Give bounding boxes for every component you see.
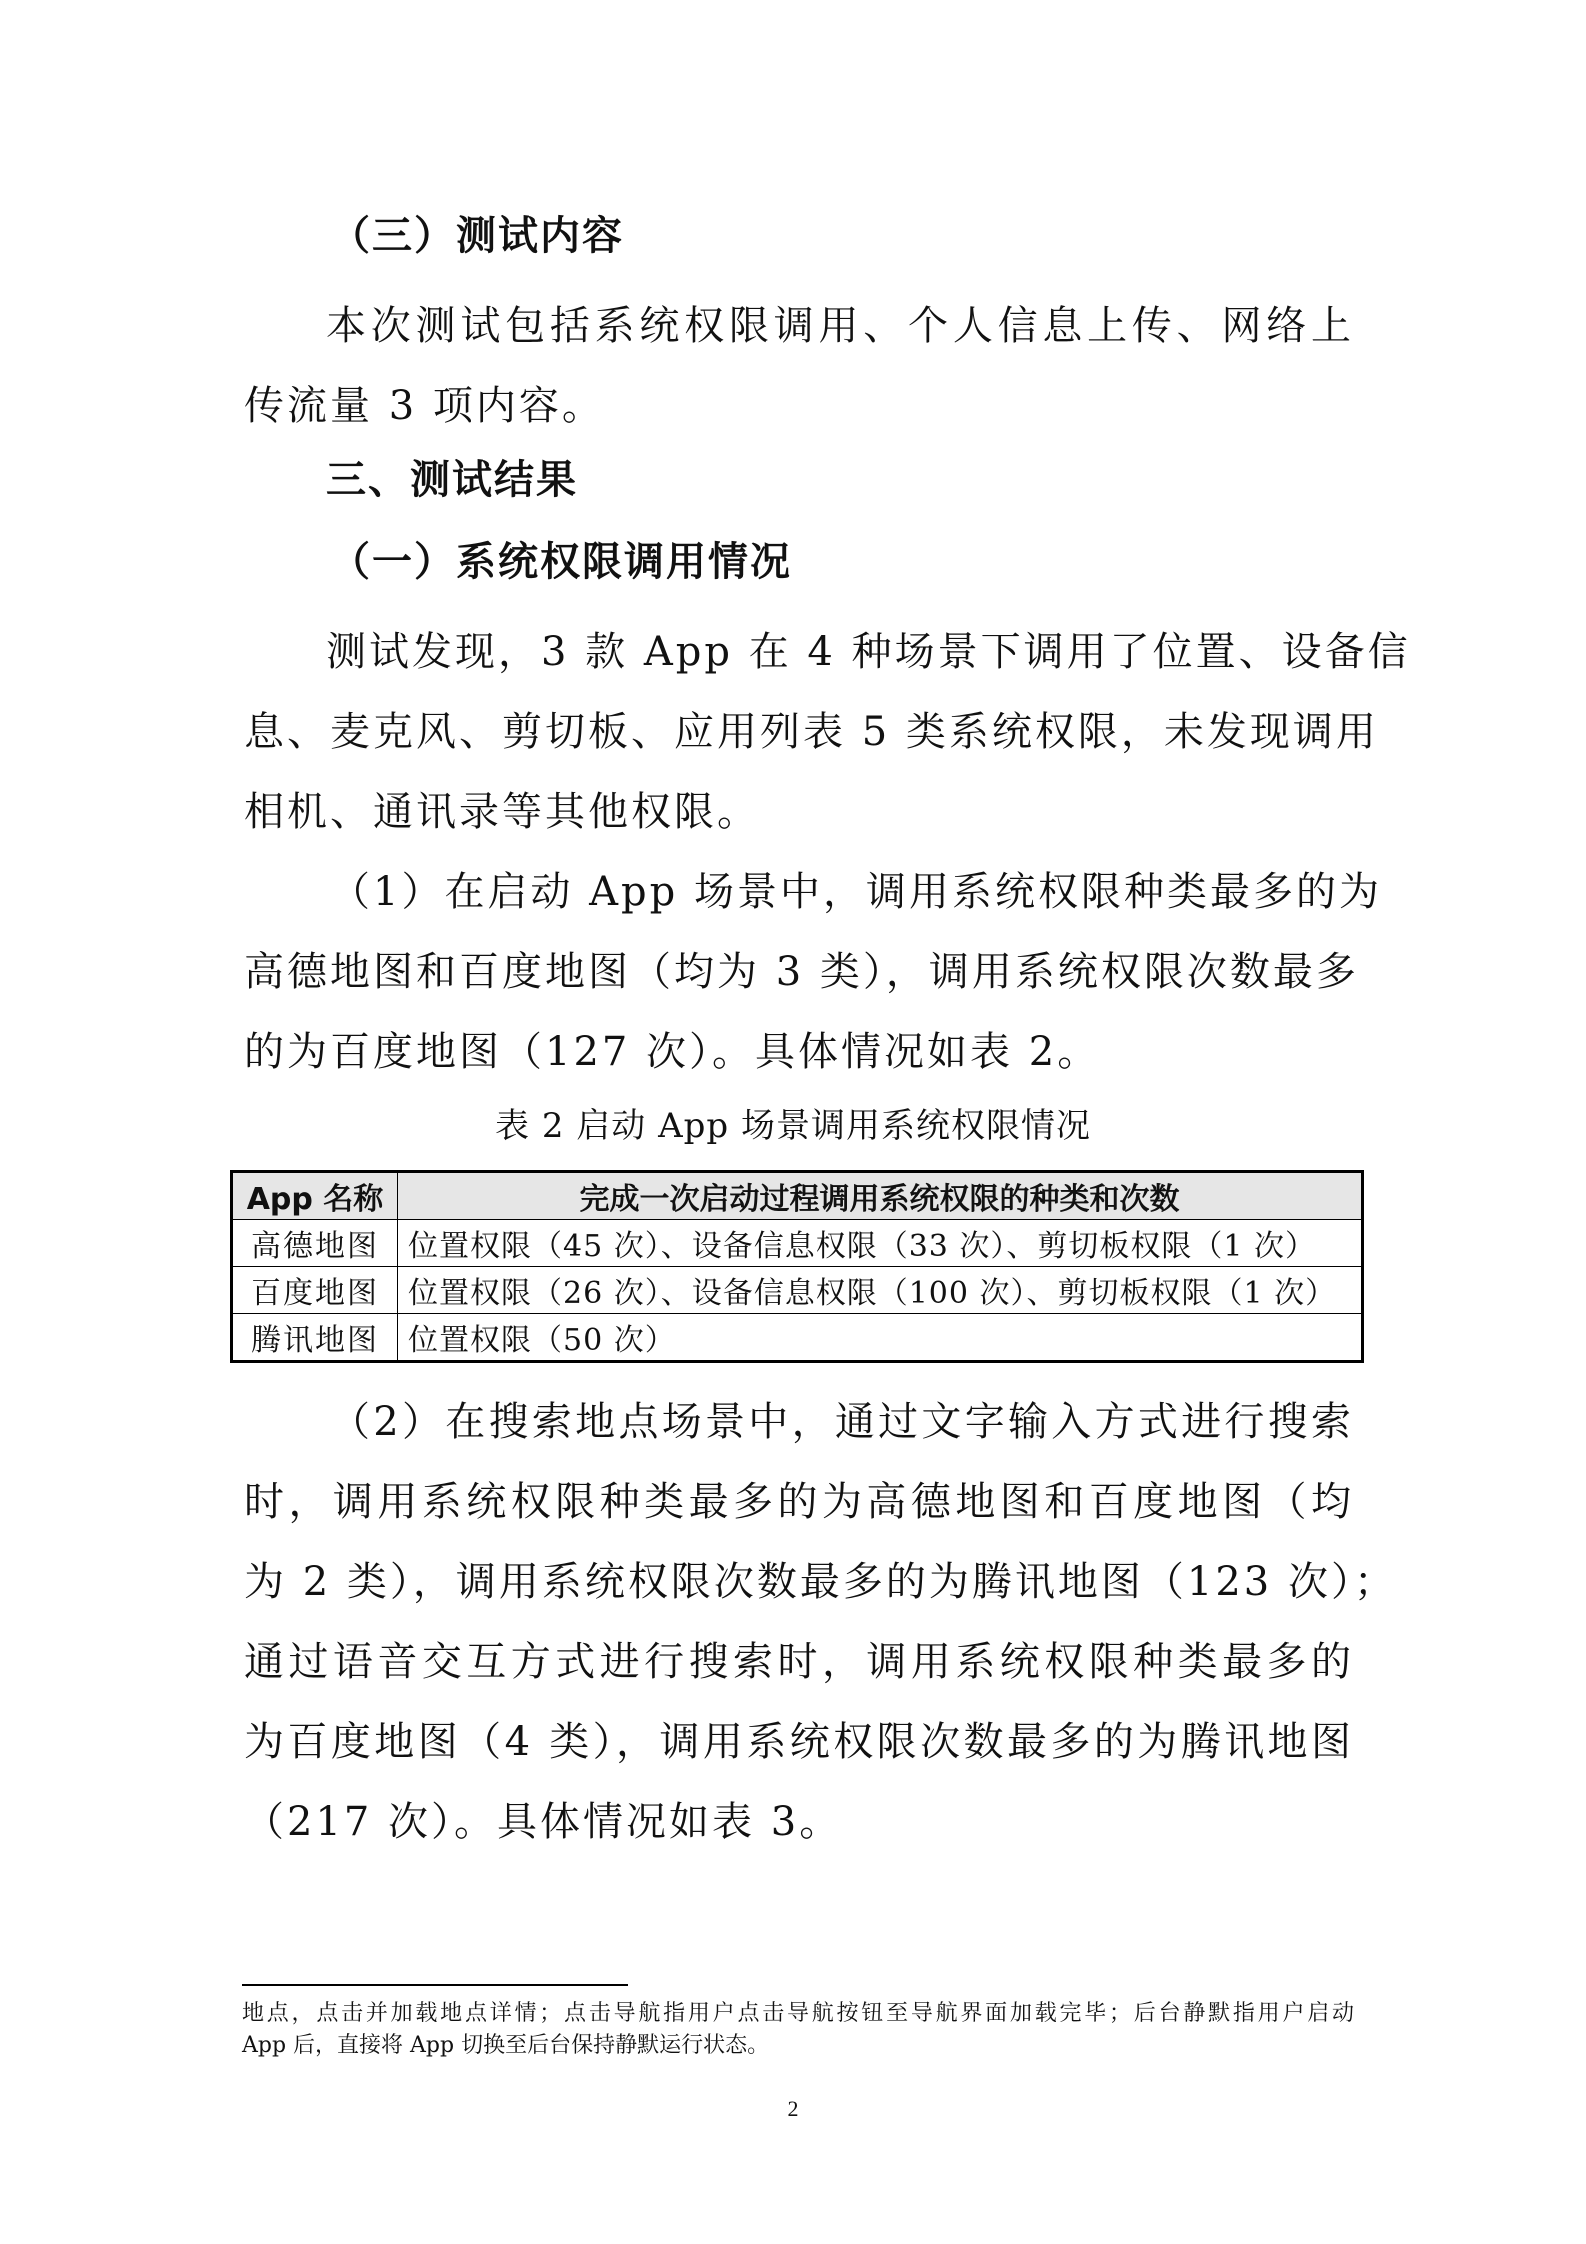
- paragraph-line: （217 次）。具体情况如表 3。: [244, 1799, 843, 1845]
- paragraph-line: 测试发现，3 款 App 在 4 种场景下调用了位置、设备信: [326, 629, 1411, 675]
- paragraph-line: （2）在搜索地点场景中，通过文字输入方式进行搜索: [330, 1399, 1354, 1445]
- paragraph-line: 高德地图和百度地图（均为 3 类），调用系统权限次数最多: [244, 949, 1359, 995]
- paragraph-line: 相机、通讯录等其他权限。: [244, 789, 760, 835]
- cell-app-name: 百度地图: [232, 1267, 398, 1314]
- header-permission-desc: 完成一次启动过程调用系统权限的种类和次数: [398, 1172, 1363, 1220]
- table-caption: 表 2 启动 App 场景调用系统权限情况: [495, 1106, 1091, 1146]
- section-heading-test-content: （三）测试内容: [330, 212, 624, 259]
- paragraph-line: 通过语音交互方式进行搜索时，调用系统权限种类最多的: [244, 1639, 1354, 1685]
- cell-permission-desc: 位置权限（26 次）、设备信息权限（100 次）、剪切板权限（1 次）: [398, 1267, 1363, 1314]
- section-heading-system-permissions: （一）系统权限调用情况: [330, 538, 792, 585]
- table-header-row: [232, 1172, 1363, 1220]
- table-row: [232, 1267, 1363, 1314]
- paragraph-line: 传流量 3 项内容。: [244, 383, 605, 429]
- paragraph-line: （1）在启动 App 场景中，调用系统权限种类最多的为: [330, 869, 1382, 915]
- cell-permission-desc: 位置权限（50 次）: [398, 1314, 1363, 1362]
- paragraph-line: 为 2 类），调用系统权限次数最多的为腾讯地图（123 次）；: [244, 1559, 1397, 1605]
- cell-app-name: 腾讯地图: [232, 1314, 398, 1362]
- cell-permission-desc: 位置权限（45 次）、设备信息权限（33 次）、剪切板权限（1 次）: [398, 1220, 1363, 1267]
- footnote-separator: [242, 1984, 628, 1986]
- table-row: [232, 1314, 1363, 1362]
- header-app-name: App 名称: [232, 1172, 398, 1220]
- page-number: 2: [787, 2096, 799, 2121]
- table-row: [232, 1220, 1363, 1267]
- paragraph-line: 时，调用系统权限种类最多的为高德地图和百度地图（均: [244, 1479, 1354, 1525]
- paragraph-line: 为百度地图（4 类），调用系统权限次数最多的为腾讯地图: [244, 1719, 1354, 1765]
- paragraph-line: 息、麦克风、剪切板、应用列表 5 类系统权限，未发现调用: [244, 709, 1379, 755]
- footnote-line: 地点，点击并加载地点详情；点击导航指用户点击导航按钮至导航界面加载完毕；后台静默指用户启动: [242, 2001, 1354, 2026]
- footnote-line: App 后，直接将 App 切换至后台保持静默运行状态。: [242, 2033, 770, 2058]
- heading-test-results: 三、测试结果: [326, 456, 578, 503]
- cell-app-name: 高德地图: [232, 1220, 398, 1267]
- paragraph-line: 本次测试包括系统权限调用、个人信息上传、网络上: [326, 303, 1354, 349]
- paragraph-line: 的为百度地图（127 次）。具体情况如表 2。: [244, 1029, 1101, 1075]
- permissions-table: [230, 1170, 1364, 1363]
